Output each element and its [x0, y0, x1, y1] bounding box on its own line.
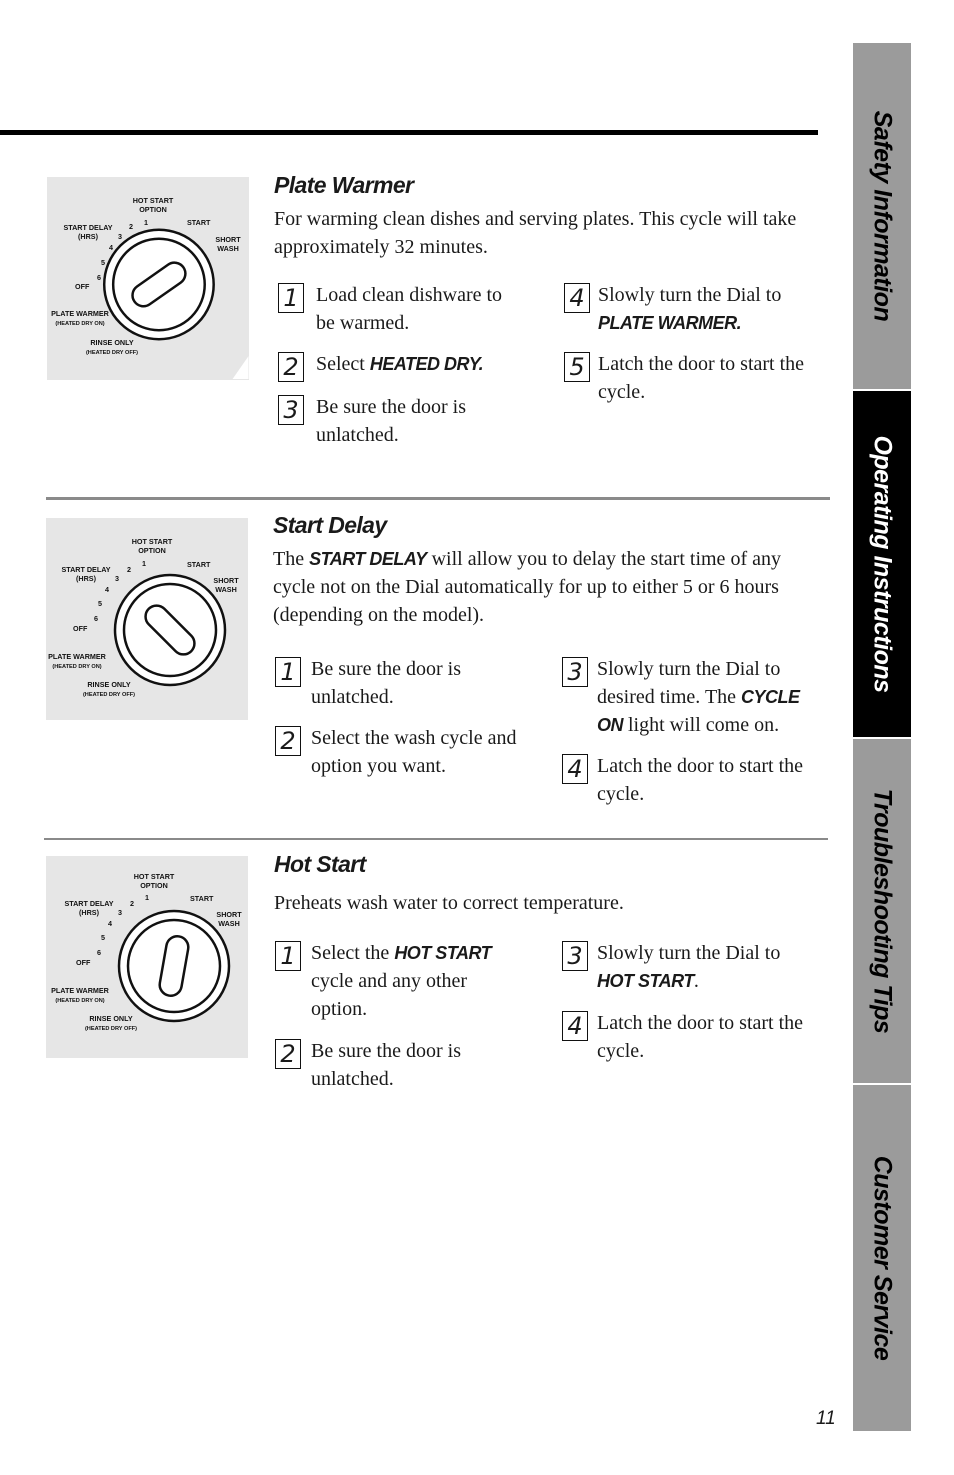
dial-number-6: 6	[97, 273, 101, 282]
dial-number-4: 4	[105, 585, 109, 594]
dial-label-hot-start-option: HOT START OPTION	[133, 872, 175, 890]
step-number: 2	[275, 1039, 301, 1069]
step-number: 4	[562, 1011, 588, 1041]
dial-number-2: 2	[127, 565, 131, 574]
dial-label-plate-warmer: PLATE WARMER (HEATED DRY ON)	[51, 986, 109, 1004]
dial-number-1: 1	[145, 893, 149, 902]
dial-number-4: 4	[108, 919, 112, 928]
section-intro: Preheats wash water to correct temperature.	[274, 892, 624, 914]
step-number: 5	[564, 352, 590, 382]
dial-number-3: 3	[118, 908, 122, 917]
top-rule	[0, 130, 818, 135]
section-intro: The START DELAY will allow you to delay the start time of any cycle not on the Dial automatically for up to either 5 or 6 hours (depending on the model).	[273, 548, 781, 626]
dial-illustration-start-delay	[46, 518, 248, 720]
dial-number-6: 6	[97, 948, 101, 957]
tab-label: Operating Instructions	[868, 435, 897, 693]
dial-label-short-wash: SHORT WASH	[216, 910, 242, 928]
step-number: 3	[562, 657, 588, 687]
section-divider	[46, 497, 830, 500]
tab-label: Troubleshooting Tips	[868, 788, 897, 1034]
dial-label-rinse-only: RINSE ONLY (HEATED DRY OFF)	[85, 338, 139, 356]
dial-label-start: START	[190, 894, 214, 903]
step-text: Slowly turn the Dial to HOT START.	[597, 942, 781, 992]
dial-label-off: OFF	[73, 624, 88, 633]
step-text: Be sure the door is unlatched.	[311, 1040, 461, 1090]
step-text: Latch the door to start the cycle.	[597, 755, 804, 805]
section-divider	[44, 838, 828, 840]
step-number: 1	[278, 283, 304, 313]
step-number: 2	[278, 352, 304, 382]
tab-label: Customer Service	[868, 1155, 897, 1361]
dial-number-5: 5	[101, 933, 105, 942]
section-start-delay	[273, 512, 823, 629]
dial-number-1: 1	[144, 218, 148, 227]
tab-safety-information[interactable]	[853, 43, 911, 389]
dial-label-short-wash: SHORT WASH	[215, 235, 241, 253]
tab-customer-service[interactable]	[853, 1085, 911, 1431]
dial-number-4: 4	[109, 243, 113, 252]
step-text: Select the wash cycle and option you want.	[311, 727, 517, 777]
dial-label-hot-start-option: HOT START OPTION	[131, 537, 173, 555]
step-text: Be sure the door is unlatched.	[311, 658, 461, 708]
step-number: 1	[275, 941, 301, 971]
dial-number-6: 6	[94, 614, 98, 623]
dial-label-short-wash: SHORT WASH	[213, 576, 239, 594]
dial-label-rinse-only: RINSE ONLY (HEATED DRY OFF)	[82, 680, 136, 698]
step-text: Be sure the door is unlatched.	[316, 396, 466, 446]
dial-label-start: START	[187, 218, 211, 227]
dial-number-3: 3	[115, 574, 119, 583]
section-plate-warmer	[274, 172, 824, 261]
dial-label-start-delay: START DELAY (HRS)	[63, 223, 113, 241]
dial-label-off: OFF	[75, 282, 90, 291]
dial-label-off: OFF	[76, 958, 91, 967]
section-hot-start	[274, 851, 824, 917]
dial-number-5: 5	[98, 599, 102, 608]
dial-label-start-delay: START DELAY (HRS)	[61, 565, 111, 583]
dial-label-rinse-only: RINSE ONLY (HEATED DRY OFF)	[84, 1014, 138, 1032]
side-tab-nav	[853, 43, 911, 1431]
dial-number-1: 1	[142, 559, 146, 568]
step-number: 3	[278, 395, 304, 425]
step-text: Select HEATED DRY.	[316, 353, 484, 375]
dial-illustration-hot-start	[46, 856, 248, 1058]
step-number: 1	[275, 657, 301, 687]
section-title: Plate Warmer	[274, 172, 414, 198]
step-text: Latch the door to start the cycle.	[598, 353, 805, 403]
step-number: 3	[562, 941, 588, 971]
tab-troubleshooting-tips[interactable]	[853, 739, 911, 1083]
tab-label: Safety Information	[868, 110, 897, 322]
tab-operating-instructions[interactable]	[853, 391, 911, 737]
dial-number-3: 3	[118, 232, 122, 241]
step-text: Latch the door to start the cycle.	[597, 1012, 804, 1062]
step-text: Slowly turn the Dial to desired time. The CYCLE ON light will come on.	[597, 658, 800, 736]
step-number: 2	[275, 726, 301, 756]
dial-label-plate-warmer: PLATE WARMER (HEATED DRY ON)	[51, 309, 109, 327]
dial-label-start-delay: START DELAY (HRS)	[64, 899, 114, 917]
dial-label-plate-warmer: PLATE WARMER (HEATED DRY ON)	[48, 652, 106, 670]
section-intro: For warming clean dishes and serving plates. This cycle will take approximately 32 minutes.	[274, 208, 797, 258]
step-number: 4	[564, 283, 590, 313]
section-title: Start Delay	[273, 512, 387, 538]
dial-label-start: START	[187, 560, 211, 569]
dial-number-2: 2	[130, 899, 134, 908]
step-number: 4	[562, 754, 588, 784]
dial-number-5: 5	[101, 258, 105, 267]
page-number: 11	[816, 1408, 836, 1429]
section-title: Hot Start	[274, 851, 366, 877]
step-text: Select the HOT START cycle and any other option.	[311, 942, 492, 1020]
step-text: Load clean dishware to be warmed.	[316, 284, 503, 334]
dial-illustration-plate-warmer	[47, 177, 249, 380]
dial-label-hot-start-option: HOT START OPTION	[132, 196, 174, 214]
dial-number-2: 2	[129, 222, 133, 231]
step-text: Slowly turn the Dial to PLATE WARMER.	[598, 284, 782, 333]
